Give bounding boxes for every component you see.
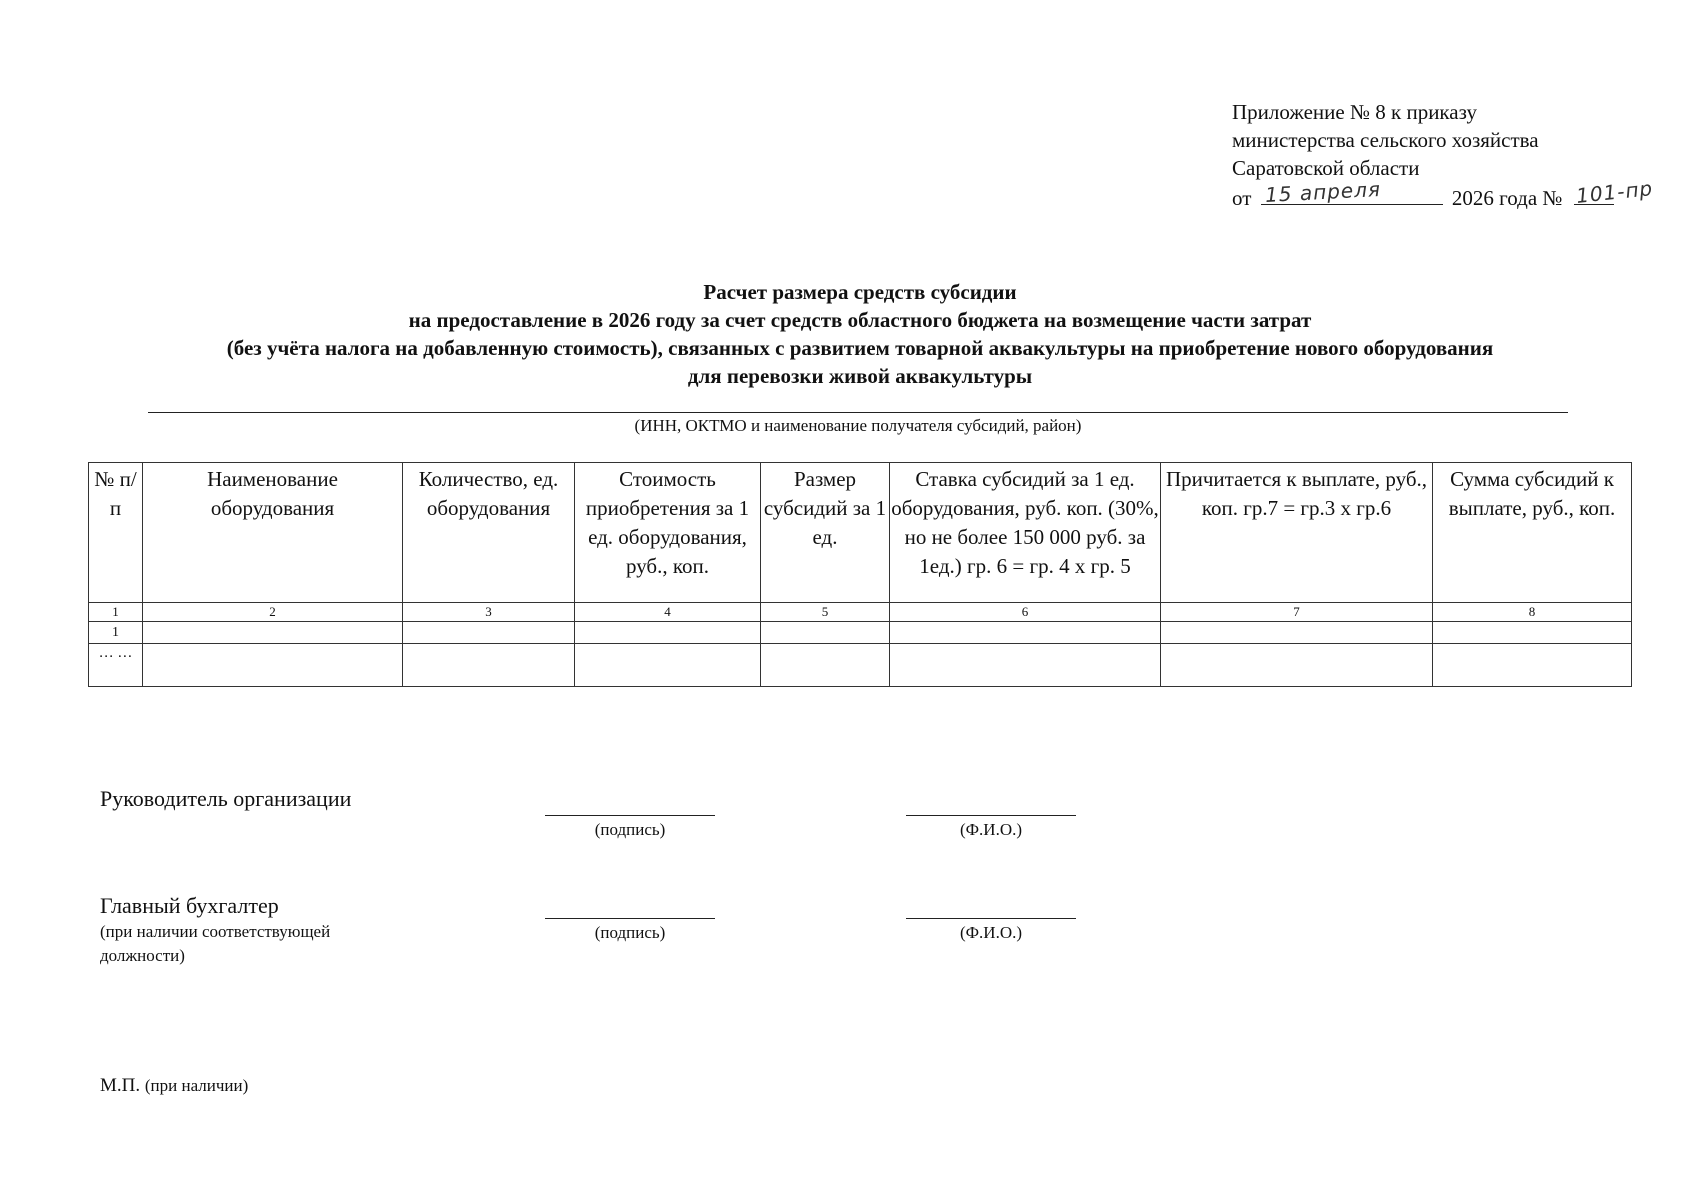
- table-cell: [403, 644, 575, 687]
- column-number: 2: [143, 603, 403, 622]
- head-name-line: [906, 815, 1076, 816]
- column-number-row: [89, 603, 1632, 622]
- appendix-date-line: [1232, 176, 1654, 212]
- stamp-label: М.П.: [100, 1075, 141, 1096]
- header-cell: Причитается к выплате, руб., коп. гр.7 = гр.3 х гр.6: [1161, 463, 1433, 603]
- order-number-field: [1574, 176, 1654, 208]
- table-cell: [143, 622, 403, 644]
- column-number: 8: [1433, 603, 1632, 622]
- from-label: от: [1232, 186, 1252, 210]
- header-cell: Стоимость приобретения за 1 ед. оборудования, руб., коп.: [575, 463, 761, 603]
- title-line-4: для перевозки живой аквакультуры: [687, 364, 1033, 388]
- appendix-line-1: Приложение № 8 к приказу: [1232, 100, 1477, 124]
- table-cell: [143, 644, 403, 687]
- accountant-signature-caption: (подпись): [594, 923, 666, 942]
- column-number: 3: [403, 603, 575, 622]
- date-field: [1261, 176, 1443, 208]
- calculation-table: [88, 462, 1632, 687]
- header-cell: Размер субсидий за 1 ед.: [761, 463, 890, 603]
- table-cell: [761, 644, 890, 687]
- table-row: [89, 622, 1632, 644]
- table-cell: [1161, 644, 1433, 687]
- column-number: 7: [1161, 603, 1433, 622]
- year-label: 2026 года №: [1451, 186, 1563, 210]
- handwritten-date: 15 апреля: [1264, 176, 1382, 208]
- column-number: 5: [761, 603, 890, 622]
- appendix-line-2: министерства сельского хозяйства: [1232, 128, 1539, 152]
- chief-accountant-label: Главный бухгалтер: [100, 893, 279, 918]
- table-cell: [575, 622, 761, 644]
- appendix-line-3: Саратовской области: [1232, 156, 1420, 180]
- recipient-fill-line: [148, 412, 1568, 413]
- header-cell: Сумма субсидий к выплате, руб., коп.: [1433, 463, 1632, 603]
- table-cell: [1161, 622, 1433, 644]
- table-cell: [1433, 644, 1632, 687]
- table-cell: 1: [89, 622, 143, 644]
- table-header-row: [89, 463, 1632, 603]
- table-cell: … …: [89, 644, 143, 687]
- chief-accountant-note: (при наличии соответствующей должности): [100, 922, 331, 965]
- header-cell: Ставка субсидий за 1 ед. оборудования, руб. коп. (30%, но не более 150 000 руб. за 1ед.) гр. 6 = гр. 4 х гр. 5: [890, 463, 1161, 603]
- title-line-3: (без учёта налога на добавленную стоимость), связанных с развитием товарной аквакультуры на приобретение нового оборудования: [226, 336, 1494, 360]
- table-cell: [890, 644, 1161, 687]
- header-cell: Количество, ед. оборудования: [403, 463, 575, 603]
- title-line-1: Расчет размера средств субсидии: [703, 280, 1017, 304]
- head-name-caption: (Ф.И.О.): [959, 820, 1023, 839]
- column-number: 4: [575, 603, 761, 622]
- accountant-signature-line: [545, 918, 715, 919]
- handwritten-order-number: 101-пр: [1574, 176, 1654, 208]
- table-cell: [890, 622, 1161, 644]
- header-cell: № п/п: [89, 463, 143, 603]
- stamp-place: [100, 1075, 248, 1097]
- table-cell: [1433, 622, 1632, 644]
- stamp-note: (при наличии): [144, 1076, 249, 1095]
- head-signature-caption: (подпись): [594, 820, 666, 839]
- table-cell: [575, 644, 761, 687]
- table-cell: [761, 622, 890, 644]
- recipient-caption: (ИНН, ОКТМО и наименование получателя субсидий, район): [634, 416, 1082, 435]
- header-cell: Наименование оборудования: [143, 463, 403, 603]
- accountant-name-line: [906, 918, 1076, 919]
- table-cell: [403, 622, 575, 644]
- column-number: 1: [89, 603, 143, 622]
- appendix-block: [1232, 98, 1654, 212]
- title-line-2: на предоставление в 2026 году за счет средств областного бюджета на возмещение части затрат: [408, 308, 1312, 332]
- head-of-organization-label: Руководитель организации: [100, 786, 352, 811]
- head-signature-line: [545, 815, 715, 816]
- column-number: 6: [890, 603, 1161, 622]
- table-row: [89, 644, 1632, 687]
- document-title: [90, 278, 1630, 390]
- accountant-name-caption: (Ф.И.О.): [959, 923, 1023, 942]
